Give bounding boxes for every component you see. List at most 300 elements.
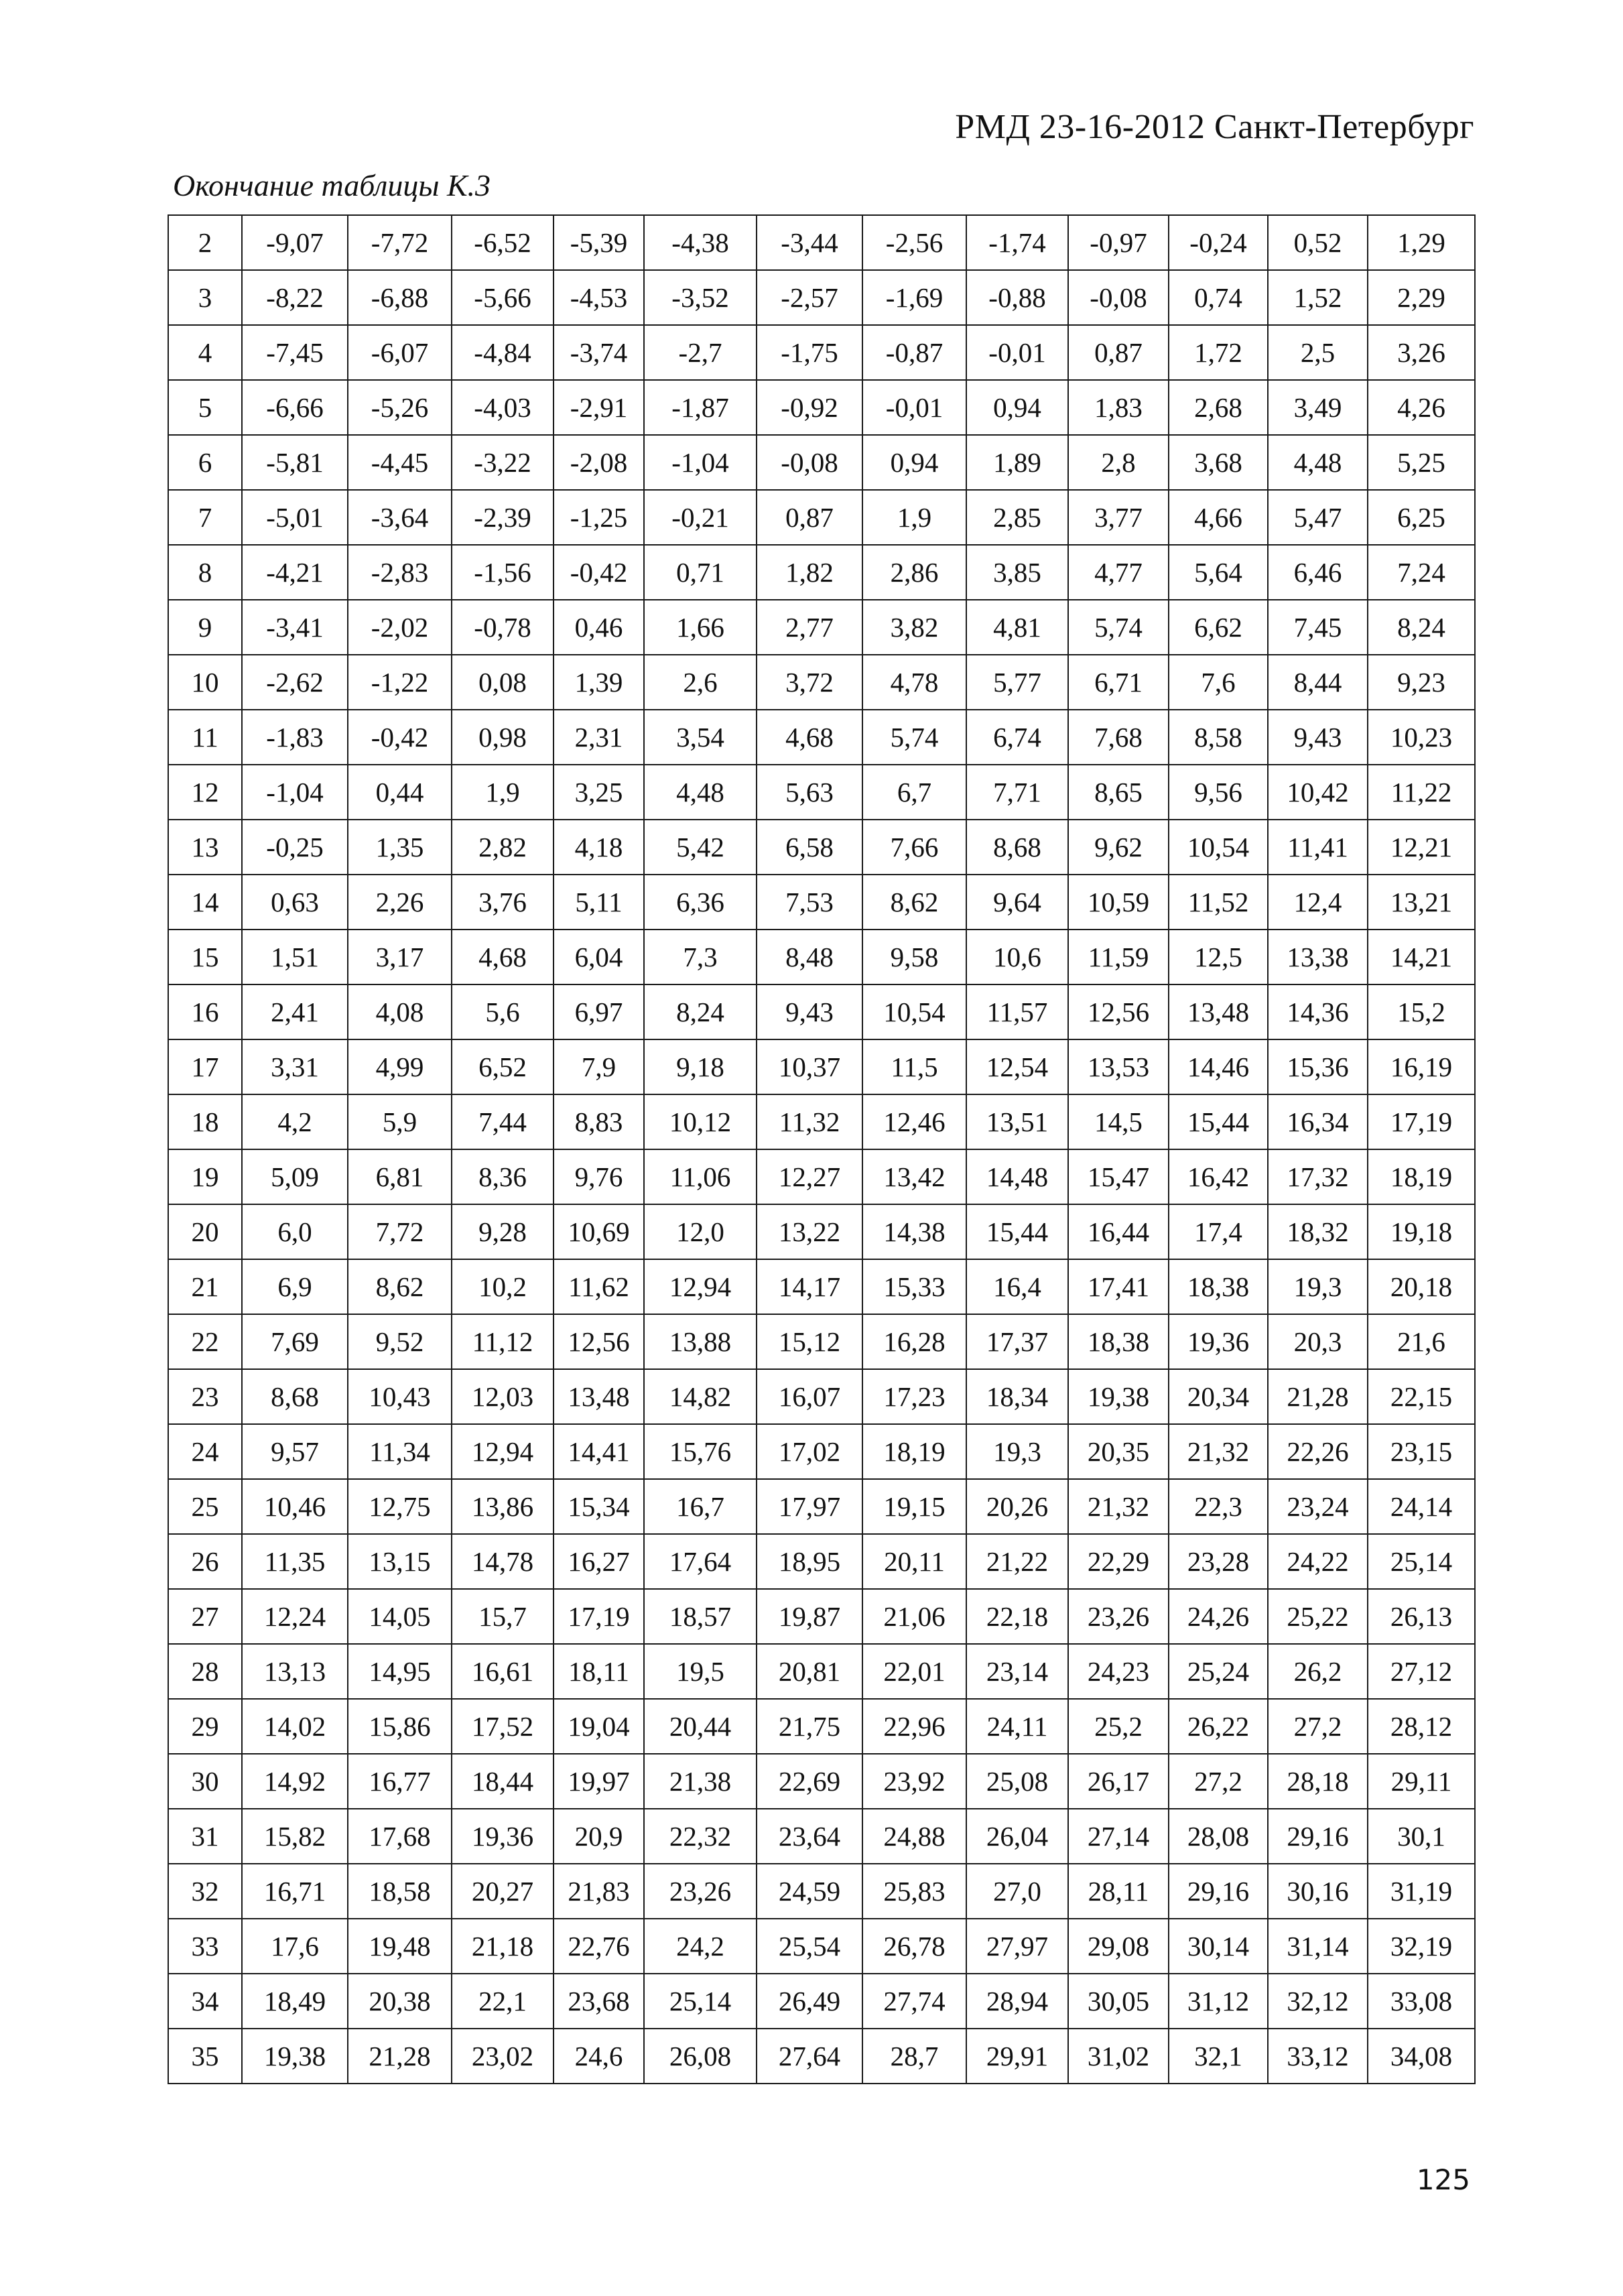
table-cell: 29,16 [1169, 1864, 1268, 1919]
table-cell: -0,97 [1068, 215, 1169, 270]
table-cell: 10,54 [862, 984, 966, 1039]
table-cell: -2,39 [452, 490, 554, 545]
table-cell: 21,18 [452, 1919, 554, 1974]
table-cell: 14,48 [966, 1149, 1068, 1204]
table-row [168, 655, 1475, 710]
table-cell: 24,59 [757, 1864, 862, 1919]
table-cell: 17,6 [242, 1919, 348, 1974]
table-cell: 11,32 [757, 1094, 862, 1149]
table-row [168, 1754, 1475, 1809]
table-cell: 19,97 [554, 1754, 644, 1809]
table-cell: 1,51 [242, 930, 348, 984]
table-cell: 20,9 [554, 1809, 644, 1864]
table-cell: 29,91 [966, 2029, 1068, 2084]
table-cell: 18,38 [1169, 1259, 1268, 1314]
table-cell: 13,21 [1368, 875, 1475, 930]
table-cell: 26,04 [966, 1809, 1068, 1864]
table-cell: -2,08 [554, 435, 644, 490]
table-cell: 15,36 [1268, 1039, 1368, 1094]
table-cell: 10,12 [644, 1094, 757, 1149]
table-cell: 13,42 [862, 1149, 966, 1204]
table-cell: 8,36 [452, 1149, 554, 1204]
table-cell: 25,22 [1268, 1589, 1368, 1644]
table-cell: 18,49 [242, 1974, 348, 2029]
table-cell: 23,68 [554, 1974, 644, 2029]
table-cell: 15,34 [554, 1479, 644, 1534]
table-row [168, 930, 1475, 984]
table-cell: 19,04 [554, 1699, 644, 1754]
table-cell: 17,02 [757, 1424, 862, 1479]
table-cell: 25,24 [1169, 1644, 1268, 1699]
table-cell: 20,81 [757, 1644, 862, 1699]
table-cell: -0,42 [554, 545, 644, 600]
table-row [168, 1974, 1475, 2029]
table-cell: 17,4 [1169, 1204, 1268, 1259]
table-cell: 16,7 [644, 1479, 757, 1534]
table-cell: 13,86 [452, 1479, 554, 1534]
table-cell: 9,52 [348, 1314, 452, 1369]
table-cell: 14,92 [242, 1754, 348, 1809]
table-cell: 30,05 [1068, 1974, 1169, 2029]
table-cell: 21,28 [1268, 1369, 1368, 1424]
table-cell: 32,19 [1368, 1919, 1475, 1974]
table-cell: -1,74 [966, 215, 1068, 270]
table-cell: -1,83 [242, 710, 348, 765]
table-cell: 3,77 [1068, 490, 1169, 545]
table-cell: 19,5 [644, 1644, 757, 1699]
table-row [168, 1864, 1475, 1919]
table-cell: 11,22 [1368, 765, 1475, 820]
table-cell: 4,77 [1068, 545, 1169, 600]
table-cell: 2,85 [966, 490, 1068, 545]
table-cell: 28,11 [1068, 1864, 1169, 1919]
table-cell: 22,69 [757, 1754, 862, 1809]
table-row [168, 2029, 1475, 2084]
table-cell: 20,3 [1268, 1314, 1368, 1369]
table-row [168, 1259, 1475, 1314]
table-cell: 15,44 [966, 1204, 1068, 1259]
table-row [168, 1699, 1475, 1754]
table-cell: 19,18 [1368, 1204, 1475, 1259]
table-cell: 20,11 [862, 1534, 966, 1589]
table-cell: -4,53 [554, 270, 644, 325]
table-cell: 4,99 [348, 1039, 452, 1094]
table-cell: 13,48 [1169, 984, 1268, 1039]
table-row [168, 545, 1475, 600]
table-row [168, 270, 1475, 325]
table-cell: 5,6 [452, 984, 554, 1039]
table-cell: 8,24 [644, 984, 757, 1039]
table-cell: 0,08 [452, 655, 554, 710]
table-cell: 6,71 [1068, 655, 1169, 710]
table-cell: 9,58 [862, 930, 966, 984]
table-cell: 19,48 [348, 1919, 452, 1974]
table-cell: 21,38 [644, 1754, 757, 1809]
table-cell: 15,44 [1169, 1094, 1268, 1149]
table-cell: 3,25 [554, 765, 644, 820]
table-cell: 8,68 [966, 820, 1068, 875]
table-cell: 26,2 [1268, 1644, 1368, 1699]
table-cell: 21,32 [1068, 1479, 1169, 1534]
table-cell: 11,59 [1068, 930, 1169, 984]
table-row [168, 765, 1475, 820]
table-cell: 8,44 [1268, 655, 1368, 710]
table-cell: 17,41 [1068, 1259, 1169, 1314]
row-index-cell: 22 [168, 1314, 242, 1369]
table-cell: 12,0 [644, 1204, 757, 1259]
table-cell: 1,9 [862, 490, 966, 545]
table-cell: -0,21 [644, 490, 757, 545]
table-cell: 2,31 [554, 710, 644, 765]
table-cell: 27,0 [966, 1864, 1068, 1919]
table-cell: 19,36 [452, 1809, 554, 1864]
table-cell: 12,75 [348, 1479, 452, 1534]
table-cell: 25,2 [1068, 1699, 1169, 1754]
table-cell: 17,97 [757, 1479, 862, 1534]
table-cell: 5,63 [757, 765, 862, 820]
table-cell: 32,1 [1169, 2029, 1268, 2084]
table-cell: -0,25 [242, 820, 348, 875]
table-cell: -1,22 [348, 655, 452, 710]
table-cell: 13,13 [242, 1644, 348, 1699]
table-cell: 21,28 [348, 2029, 452, 2084]
table-cell: 7,44 [452, 1094, 554, 1149]
row-index-cell: 6 [168, 435, 242, 490]
table-cell: 8,62 [862, 875, 966, 930]
table-cell: 24,11 [966, 1699, 1068, 1754]
table-cell: -3,41 [242, 600, 348, 655]
table-cell: 16,42 [1169, 1149, 1268, 1204]
table-cell: 20,18 [1368, 1259, 1475, 1314]
table-cell: 29,11 [1368, 1754, 1475, 1809]
table-cell: 1,39 [554, 655, 644, 710]
table-cell: 14,41 [554, 1424, 644, 1479]
row-index-cell: 19 [168, 1149, 242, 1204]
table-cell: 14,21 [1368, 930, 1475, 984]
table-cell: 12,46 [862, 1094, 966, 1149]
table-cell: 6,7 [862, 765, 966, 820]
document-code-header: РМД 23-16-2012 Санкт-Петербург [955, 108, 1474, 146]
table-cell: -5,39 [554, 215, 644, 270]
row-index-cell: 13 [168, 820, 242, 875]
table-cell: -4,45 [348, 435, 452, 490]
table-cell: 11,06 [644, 1149, 757, 1204]
table-cell: 13,15 [348, 1534, 452, 1589]
table-cell: 17,64 [644, 1534, 757, 1589]
table-cell: 3,49 [1268, 380, 1368, 435]
table-cell: 5,74 [1068, 600, 1169, 655]
table-cell: 23,15 [1368, 1424, 1475, 1479]
table-row [168, 490, 1475, 545]
table-cell: 19,15 [862, 1479, 966, 1534]
table-cell: -0,78 [452, 600, 554, 655]
table-cell: 6,36 [644, 875, 757, 930]
table-cell: 28,12 [1368, 1699, 1475, 1754]
table-cell: 26,49 [757, 1974, 862, 2029]
table-cell: 20,38 [348, 1974, 452, 2029]
table-cell: 22,1 [452, 1974, 554, 2029]
table-cell: 0,94 [966, 380, 1068, 435]
table-cell: 12,56 [1068, 984, 1169, 1039]
table-cell: -2,57 [757, 270, 862, 325]
row-index-cell: 4 [168, 325, 242, 380]
table-cell: 17,23 [862, 1369, 966, 1424]
table-cell: -8,22 [242, 270, 348, 325]
table-cell: 3,26 [1368, 325, 1475, 380]
table-cell: 25,08 [966, 1754, 1068, 1809]
table-cell: 6,62 [1169, 600, 1268, 655]
table-cell: 3,31 [242, 1039, 348, 1094]
table-cell: 6,0 [242, 1204, 348, 1259]
table-cell: 5,11 [554, 875, 644, 930]
table-cell: -4,03 [452, 380, 554, 435]
table-cell: 5,47 [1268, 490, 1368, 545]
table-cell: 6,25 [1368, 490, 1475, 545]
table-cell: 11,35 [242, 1534, 348, 1589]
table-cell: 27,64 [757, 2029, 862, 2084]
table-row [168, 1094, 1475, 1149]
table-cell: -0,92 [757, 380, 862, 435]
table-cell: 20,44 [644, 1699, 757, 1754]
table-cell: 8,24 [1368, 600, 1475, 655]
table-cell: 11,41 [1268, 820, 1368, 875]
row-index-cell: 2 [168, 215, 242, 270]
table-cell: 19,38 [242, 2029, 348, 2084]
row-index-cell: 7 [168, 490, 242, 545]
table-cell: 1,83 [1068, 380, 1169, 435]
table-cell: 17,32 [1268, 1149, 1368, 1204]
row-index-cell: 18 [168, 1094, 242, 1149]
table-cell: 12,03 [452, 1369, 554, 1424]
table-cell: 18,32 [1268, 1204, 1368, 1259]
table-cell: 21,32 [1169, 1424, 1268, 1479]
row-index-cell: 28 [168, 1644, 242, 1699]
table-cell: 21,83 [554, 1864, 644, 1919]
table-cell: 4,78 [862, 655, 966, 710]
table-cell: 1,82 [757, 545, 862, 600]
row-index-cell: 14 [168, 875, 242, 930]
table-cell: 7,53 [757, 875, 862, 930]
table-cell: 5,42 [644, 820, 757, 875]
table-cell: 22,96 [862, 1699, 966, 1754]
table-row [168, 710, 1475, 765]
table-cell: 18,58 [348, 1864, 452, 1919]
table-cell: 27,12 [1368, 1644, 1475, 1699]
table-cell: 27,2 [1169, 1754, 1268, 1809]
table-cell: 12,94 [452, 1424, 554, 1479]
table-cell: 3,54 [644, 710, 757, 765]
table-cell: -0,88 [966, 270, 1068, 325]
table-cell: 13,48 [554, 1369, 644, 1424]
table-cell: 3,85 [966, 545, 1068, 600]
table-cell: 7,66 [862, 820, 966, 875]
table-row [168, 1369, 1475, 1424]
table-cell: 14,82 [644, 1369, 757, 1424]
table-cell: 4,68 [452, 930, 554, 984]
table-cell: 9,62 [1068, 820, 1169, 875]
table-cell: 19,38 [1068, 1369, 1169, 1424]
table-cell: -2,91 [554, 380, 644, 435]
table-cell: 0,87 [757, 490, 862, 545]
table-cell: 15,47 [1068, 1149, 1169, 1204]
table-cell: -3,64 [348, 490, 452, 545]
table-cell: 9,43 [1268, 710, 1368, 765]
table-cell: -1,04 [644, 435, 757, 490]
table-cell: 18,11 [554, 1644, 644, 1699]
table-cell: 28,94 [966, 1974, 1068, 2029]
data-table [168, 214, 1476, 2084]
table-cell: 20,27 [452, 1864, 554, 1919]
table-cell: 5,09 [242, 1149, 348, 1204]
table-cell: 12,27 [757, 1149, 862, 1204]
table-cell: 14,38 [862, 1204, 966, 1259]
row-index-cell: 32 [168, 1864, 242, 1919]
table-row [168, 984, 1475, 1039]
table-cell: 16,71 [242, 1864, 348, 1919]
table-cell: 14,17 [757, 1259, 862, 1314]
table-cell: 15,7 [452, 1589, 554, 1644]
table-cell: 8,58 [1169, 710, 1268, 765]
table-row [168, 325, 1475, 380]
table-cell: -1,25 [554, 490, 644, 545]
table-cell: 6,81 [348, 1149, 452, 1204]
table-cell: 12,54 [966, 1039, 1068, 1094]
table-cell: 9,57 [242, 1424, 348, 1479]
table-cell: 7,3 [644, 930, 757, 984]
table-cell: 4,26 [1368, 380, 1475, 435]
table-cell: 18,19 [1368, 1149, 1475, 1204]
table-cell: 26,78 [862, 1919, 966, 1974]
row-index-cell: 33 [168, 1919, 242, 1974]
table-cell: 1,72 [1169, 325, 1268, 380]
table-cell: 11,12 [452, 1314, 554, 1369]
table-cell: 4,2 [242, 1094, 348, 1149]
table-cell: -5,01 [242, 490, 348, 545]
table-cell: 7,68 [1068, 710, 1169, 765]
table-row [168, 1204, 1475, 1259]
table-cell: 28,18 [1268, 1754, 1368, 1809]
table-cell: 23,28 [1169, 1534, 1268, 1589]
table-cell: -6,66 [242, 380, 348, 435]
table-cell: 22,32 [644, 1809, 757, 1864]
page-number: 125 [1416, 2163, 1470, 2196]
row-index-cell: 5 [168, 380, 242, 435]
table-cell: 6,46 [1268, 545, 1368, 600]
table-cell: -0,42 [348, 710, 452, 765]
table-caption: Окончание таблицы К.3 [173, 168, 491, 202]
table-cell: 3,17 [348, 930, 452, 984]
table-cell: 2,86 [862, 545, 966, 600]
table-cell: 3,68 [1169, 435, 1268, 490]
table-cell: -3,44 [757, 215, 862, 270]
table-cell: 17,19 [554, 1589, 644, 1644]
table-cell: 4,68 [757, 710, 862, 765]
table-cell: 16,44 [1068, 1204, 1169, 1259]
table-cell: 4,18 [554, 820, 644, 875]
table-cell: 8,65 [1068, 765, 1169, 820]
table-cell: 2,68 [1169, 380, 1268, 435]
row-index-cell: 12 [168, 765, 242, 820]
table-cell: 9,28 [452, 1204, 554, 1259]
table-cell: 7,24 [1368, 545, 1475, 600]
table-cell: 30,16 [1268, 1864, 1368, 1919]
table-cell: -3,22 [452, 435, 554, 490]
table-cell: -3,52 [644, 270, 757, 325]
table-cell: -5,81 [242, 435, 348, 490]
table-cell: 22,15 [1368, 1369, 1475, 1424]
table-cell: 13,22 [757, 1204, 862, 1259]
table-cell: 25,14 [644, 1974, 757, 2029]
row-index-cell: 26 [168, 1534, 242, 1589]
table-cell: -6,07 [348, 325, 452, 380]
table-cell: 26,22 [1169, 1699, 1268, 1754]
row-index-cell: 8 [168, 545, 242, 600]
table-cell: 30,1 [1368, 1809, 1475, 1864]
table-cell: 10,6 [966, 930, 1068, 984]
table-row [168, 1589, 1475, 1644]
table-cell: 5,74 [862, 710, 966, 765]
table-cell: 27,2 [1268, 1699, 1368, 1754]
table-cell: 15,2 [1368, 984, 1475, 1039]
table-cell: 12,4 [1268, 875, 1368, 930]
table-cell: -6,88 [348, 270, 452, 325]
row-index-cell: 10 [168, 655, 242, 710]
table-cell: 27,97 [966, 1919, 1068, 1974]
table-cell: 16,07 [757, 1369, 862, 1424]
row-index-cell: 20 [168, 1204, 242, 1259]
table-cell: -1,75 [757, 325, 862, 380]
row-index-cell: 16 [168, 984, 242, 1039]
table-cell: 19,3 [1268, 1259, 1368, 1314]
table-cell: 24,26 [1169, 1589, 1268, 1644]
table-cell: 21,75 [757, 1699, 862, 1754]
table-cell: 24,23 [1068, 1644, 1169, 1699]
table-cell: 25,83 [862, 1864, 966, 1919]
table-cell: 14,36 [1268, 984, 1368, 1039]
table-cell: 2,8 [1068, 435, 1169, 490]
table-cell: 18,19 [862, 1424, 966, 1479]
table-cell: 14,78 [452, 1534, 554, 1589]
table-cell: 16,61 [452, 1644, 554, 1699]
table-row [168, 1919, 1475, 1974]
table-cell: 12,5 [1169, 930, 1268, 984]
row-index-cell: 11 [168, 710, 242, 765]
table-cell: 10,59 [1068, 875, 1169, 930]
table-cell: 10,46 [242, 1479, 348, 1534]
table-cell: 14,02 [242, 1699, 348, 1754]
table-cell: 16,4 [966, 1259, 1068, 1314]
table-row [168, 875, 1475, 930]
table-cell: 23,14 [966, 1644, 1068, 1699]
table-cell: 22,01 [862, 1644, 966, 1699]
table-cell: 1,35 [348, 820, 452, 875]
table-cell: 14,46 [1169, 1039, 1268, 1094]
table-row [168, 380, 1475, 435]
table-cell: 23,24 [1268, 1479, 1368, 1534]
table-cell: 19,3 [966, 1424, 1068, 1479]
table-row [168, 1644, 1475, 1699]
row-index-cell: 30 [168, 1754, 242, 1809]
table-row [168, 1149, 1475, 1204]
table-cell: 10,2 [452, 1259, 554, 1314]
table-cell: 18,34 [966, 1369, 1068, 1424]
table-cell: 2,41 [242, 984, 348, 1039]
table-cell: 18,38 [1068, 1314, 1169, 1369]
table-cell: -0,24 [1169, 215, 1268, 270]
row-index-cell: 15 [168, 930, 242, 984]
table-cell: 28,08 [1169, 1809, 1268, 1864]
table-cell: 24,22 [1268, 1534, 1368, 1589]
